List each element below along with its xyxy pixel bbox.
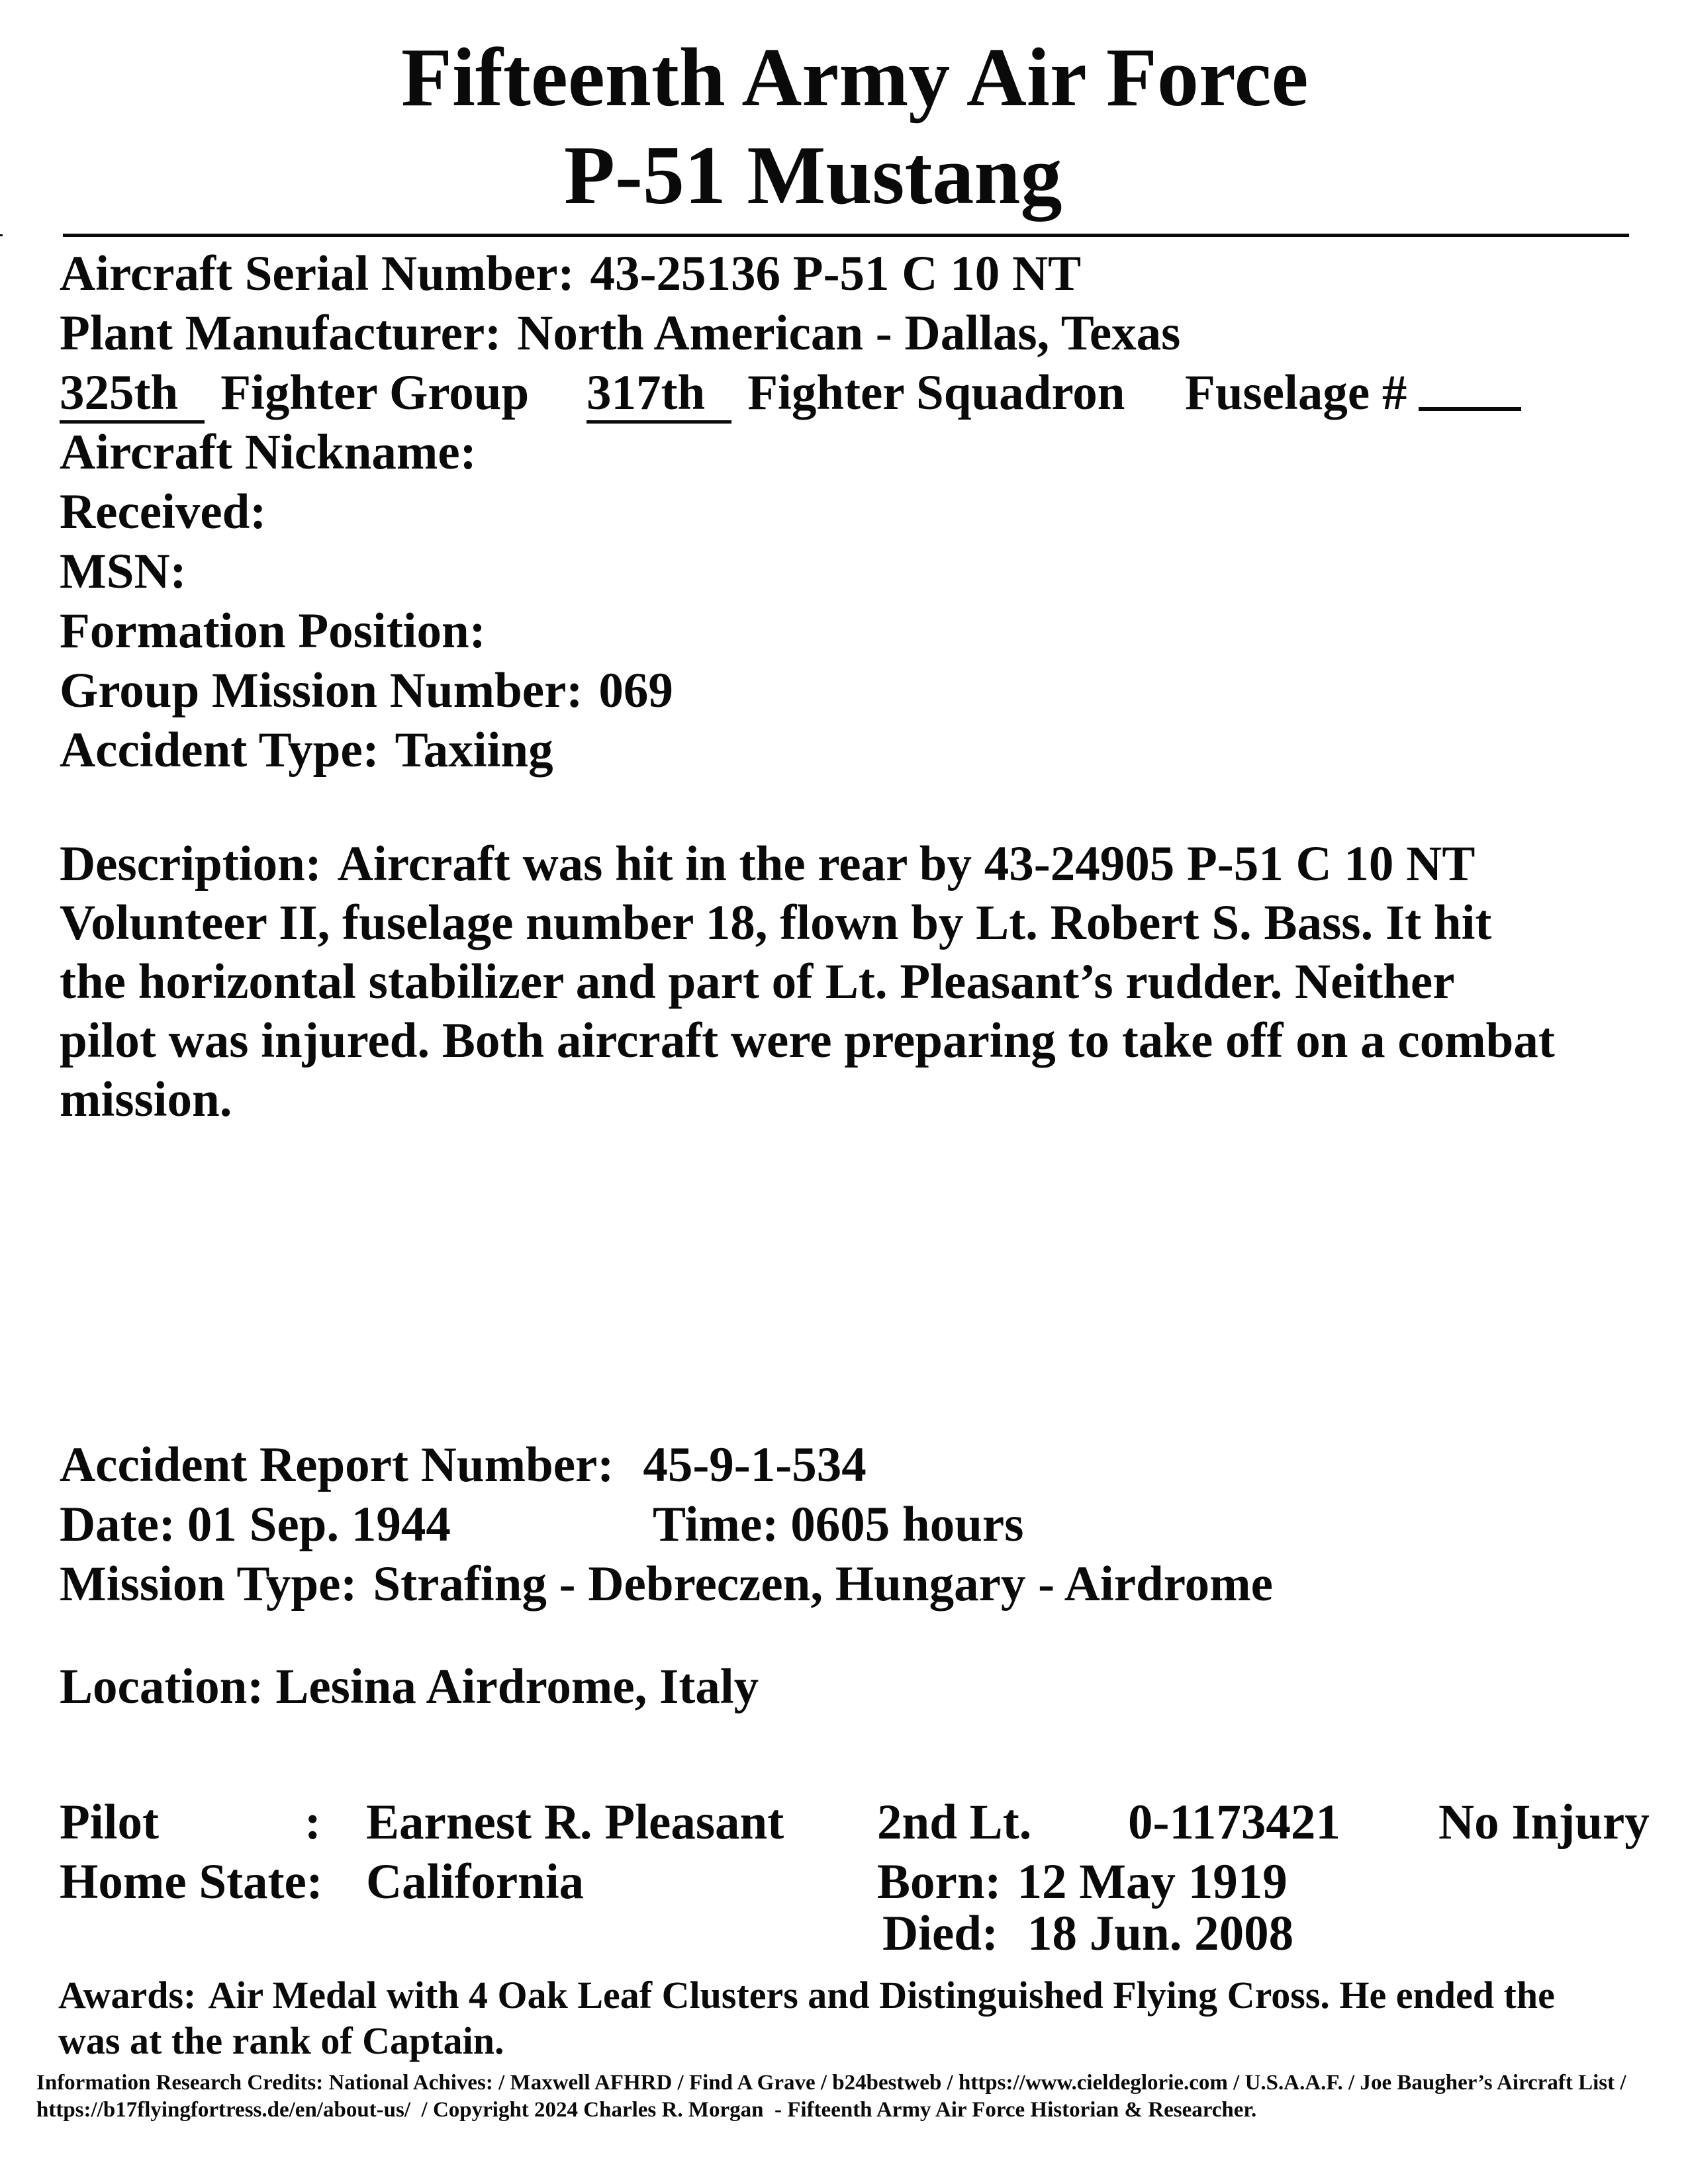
- pilot-rank: 2nd Lt.: [877, 1795, 1032, 1850]
- nickname-label: Aircraft Nickname:: [60, 425, 477, 480]
- home-state-value: California: [366, 1854, 585, 1909]
- time-label: Time:: [653, 1497, 779, 1552]
- description-label: Description:: [60, 837, 322, 891]
- mission-type-value: Strafing - Debreczen, Hungary - Airdrome: [373, 1557, 1273, 1612]
- pilot-name: Earnest R. Pleasant: [366, 1795, 784, 1850]
- serial-label: Aircraft Serial Number:: [60, 246, 575, 301]
- group-mission-row: [60, 663, 673, 718]
- fuselage-blank: [1419, 407, 1521, 411]
- credits-line-1: Information Research Credits: National Achives: / Maxwell AFHRD / Find A Grave / b24bestweb / https://www.cieldeglorie.com / U.S.A.A.F. / Joe Baugher’s Aircraft List /: [36, 2071, 1626, 2095]
- died-label: Died:: [882, 1906, 998, 1961]
- msn-label: MSN:: [60, 544, 187, 599]
- description-line-5: mission.: [60, 1072, 232, 1127]
- received-label: Received:: [60, 484, 267, 539]
- formation-label: Formation Position:: [60, 604, 486, 659]
- date-label: Date:: [60, 1497, 175, 1552]
- fuselage-label: Fuselage #: [1185, 365, 1407, 420]
- group-label: Fighter Group: [220, 365, 530, 420]
- pilot-colon: :: [305, 1795, 321, 1850]
- home-state-label: Home State:: [60, 1854, 323, 1909]
- page-subtitle: P-51 Mustang: [564, 130, 1062, 222]
- serial-value: 43-25136 P-51 C 10 NT: [590, 246, 1082, 301]
- awards-text: Air Medal with 4 Oak Leaf Clusters and Distinguished Flying Cross. He ended the: [208, 1974, 1555, 2017]
- time-row: [653, 1497, 1024, 1552]
- accident-type-row: [60, 723, 553, 778]
- serial-row: [60, 246, 1082, 301]
- manufacturer-row: [60, 306, 1181, 361]
- report-number-label: Accident Report Number:: [60, 1437, 614, 1492]
- pilot-label: Pilot: [60, 1795, 159, 1850]
- group-value: 325th: [60, 368, 205, 424]
- awards-label: Awards:: [58, 1974, 197, 2017]
- manufacturer-label: Plant Manufacturer:: [60, 306, 502, 361]
- manufacturer-value: North American - Dallas, Texas: [517, 306, 1181, 361]
- squadron-value: 317th: [586, 368, 731, 424]
- accident-type-label: Accident Type:: [60, 723, 379, 778]
- description-line-4: pilot was injured. Both aircraft were preparing to take off on a combat: [60, 1013, 1555, 1068]
- group-mission-value: 069: [598, 663, 673, 718]
- fuselage-block: [1185, 365, 1521, 420]
- mission-type-label: Mission Type:: [60, 1557, 357, 1612]
- mission-type-row: [60, 1557, 1273, 1612]
- time-value: 0605 hours: [790, 1497, 1024, 1552]
- squadron-block: [586, 365, 1125, 424]
- location-value: Lesina Airdrome, Italy: [275, 1659, 759, 1714]
- awards-line-2: was at the rank of Captain.: [58, 2019, 504, 2062]
- description-text: Aircraft was hit in the rear by 43-24905 P-51 C 10 NT: [337, 837, 1476, 891]
- report-number-value: 45-9-1-534: [643, 1437, 867, 1492]
- group-block: [60, 365, 530, 424]
- description-line-2: Volunteer II, fuselage number 18, flown by Lt. Robert S. Bass. It hit: [60, 895, 1492, 950]
- credits-line-2: https://b17flyingfortress.de/en/about-us/ / Copyright 2024 Charles R. Morgan - Fifteenth Army Air Force Historian & Researcher.: [36, 2098, 1257, 2122]
- group-mission-label: Group Mission Number:: [60, 663, 583, 718]
- born-value: 12 May 1919: [1017, 1854, 1288, 1909]
- location-label: Location:: [60, 1659, 264, 1714]
- date-value: 01 Sep. 1944: [187, 1497, 451, 1552]
- date-row: [60, 1497, 451, 1552]
- accident-type-value: Taxiing: [395, 723, 553, 778]
- squadron-label: Fighter Squadron: [747, 365, 1125, 420]
- description-line-1: [60, 839, 1475, 889]
- awards-line-1: [58, 1976, 1555, 2015]
- died-row: [882, 1906, 1294, 1961]
- report-number-row: [60, 1437, 867, 1492]
- pilot-status: No Injury: [1438, 1795, 1650, 1850]
- page-title: Fifteenth Army Air Force: [401, 32, 1309, 124]
- born-row: [877, 1854, 1288, 1909]
- born-label: Born:: [877, 1854, 1002, 1909]
- description-line-3: the horizontal stabilizer and part of Lt. Pleasant’s rudder. Neither: [60, 954, 1455, 1009]
- margin-tick: [0, 234, 3, 236]
- location-row: [60, 1659, 759, 1714]
- died-value: 18 Jun. 2008: [1027, 1906, 1294, 1961]
- header-divider: [63, 234, 1629, 237]
- pilot-serial: 0-1173421: [1128, 1795, 1340, 1850]
